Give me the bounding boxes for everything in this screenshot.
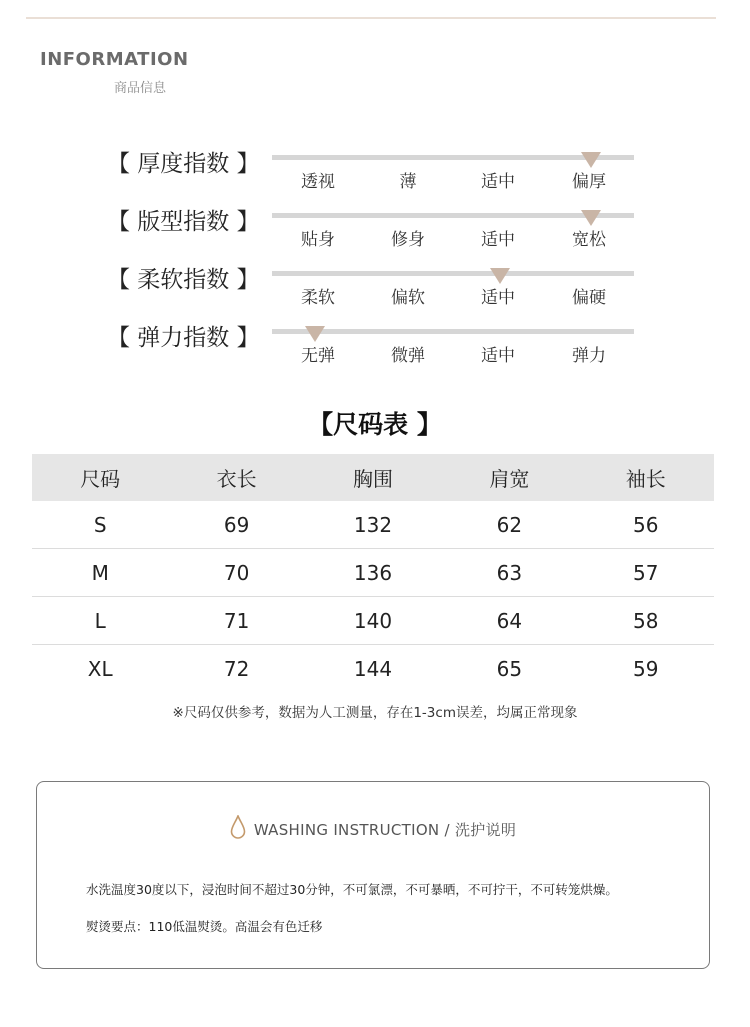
index-option: 无弹	[301, 346, 335, 366]
index-option: 弹力	[572, 346, 606, 366]
index-marker-icon	[490, 268, 510, 284]
information-subtitle: 商品信息	[114, 81, 167, 96]
table-cell: 69	[168, 501, 304, 549]
table-cell: 140	[305, 597, 441, 645]
header-cell: 尺码	[32, 454, 168, 501]
size-table	[32, 454, 714, 692]
table-cell: 132	[305, 501, 441, 549]
table-cell: 59	[633, 656, 659, 681]
table-row	[32, 645, 714, 693]
index-row	[0, 261, 750, 319]
table-cell: S	[32, 501, 168, 549]
index-title: 【 弹力指数 】	[107, 325, 260, 351]
washing-heading: WASHING INSTRUCTION / 洗护说明	[253, 821, 517, 839]
table-row	[32, 597, 714, 645]
index-option: 偏厚	[572, 172, 606, 192]
index-option: 透视	[301, 172, 335, 192]
table-cell: L	[32, 597, 168, 645]
index-option: 贴身	[301, 230, 335, 250]
washing-text-1: 水洗温度30度以下，浸泡时间不超过30分钟，不可氯漂，不可暴晒，不可拧干，不可转笼烘燥。	[86, 882, 618, 897]
index-row	[0, 319, 750, 377]
index-row	[0, 145, 750, 203]
index-track	[272, 213, 634, 218]
size-chart-title: 【尺码表 】	[308, 410, 442, 439]
header-cell: 衣长	[168, 454, 304, 501]
index-title: 【 柔软指数 】	[107, 267, 260, 293]
table-row	[32, 501, 714, 549]
index-option: 修身	[391, 230, 425, 250]
table-cell: 64	[441, 597, 577, 645]
information-title: INFORMATION	[40, 49, 189, 70]
index-option: 适中	[481, 172, 515, 192]
index-option: 适中	[481, 346, 515, 366]
table-cell: 72	[223, 656, 250, 681]
index-option: 宽松	[572, 230, 606, 250]
water-drop-icon	[230, 815, 246, 843]
table-cell: 63	[441, 549, 577, 597]
index-option: 偏硬	[572, 288, 606, 308]
table-cell: XL	[87, 656, 113, 681]
size-note: ※尺码仅供参考，数据为人工测量，存在1-3cm误差，均属正常现象	[172, 705, 578, 721]
index-option: 适中	[481, 288, 515, 308]
table-cell: 58	[578, 597, 714, 645]
index-track	[272, 155, 634, 160]
table-row	[32, 549, 714, 597]
index-marker-icon	[305, 326, 325, 342]
header-cell: 肩宽	[441, 454, 577, 501]
table-cell: M	[32, 549, 168, 597]
table-cell: 62	[441, 501, 577, 549]
washing-heading-row	[37, 815, 709, 843]
table-cell: 57	[578, 549, 714, 597]
table-cell: 70	[168, 549, 304, 597]
index-title: 【 版型指数 】	[107, 209, 260, 235]
index-marker-icon	[581, 210, 601, 226]
index-track	[272, 329, 634, 334]
table-cell: 71	[168, 597, 304, 645]
washing-text-2: 熨烫要点：110低温熨烫。高温会有色迁移	[86, 919, 323, 934]
table-cell: 65	[496, 656, 523, 681]
index-marker-icon	[581, 152, 601, 168]
table-cell: 144	[353, 656, 393, 681]
table-cell: 56	[578, 501, 714, 549]
index-option: 偏软	[391, 288, 425, 308]
top-divider	[26, 17, 716, 19]
header-cell: 胸围	[305, 454, 441, 501]
index-option: 薄	[399, 172, 417, 192]
index-option: 适中	[481, 230, 515, 250]
index-title: 【 厚度指数 】	[107, 151, 260, 177]
index-row	[0, 203, 750, 261]
index-option: 微弹	[391, 346, 425, 366]
index-option: 柔软	[301, 288, 335, 308]
header-cell: 袖长	[578, 454, 714, 501]
washing-instruction-box	[36, 781, 710, 969]
index-track	[272, 271, 634, 276]
size-table-header	[32, 454, 714, 501]
table-cell: 136	[305, 549, 441, 597]
